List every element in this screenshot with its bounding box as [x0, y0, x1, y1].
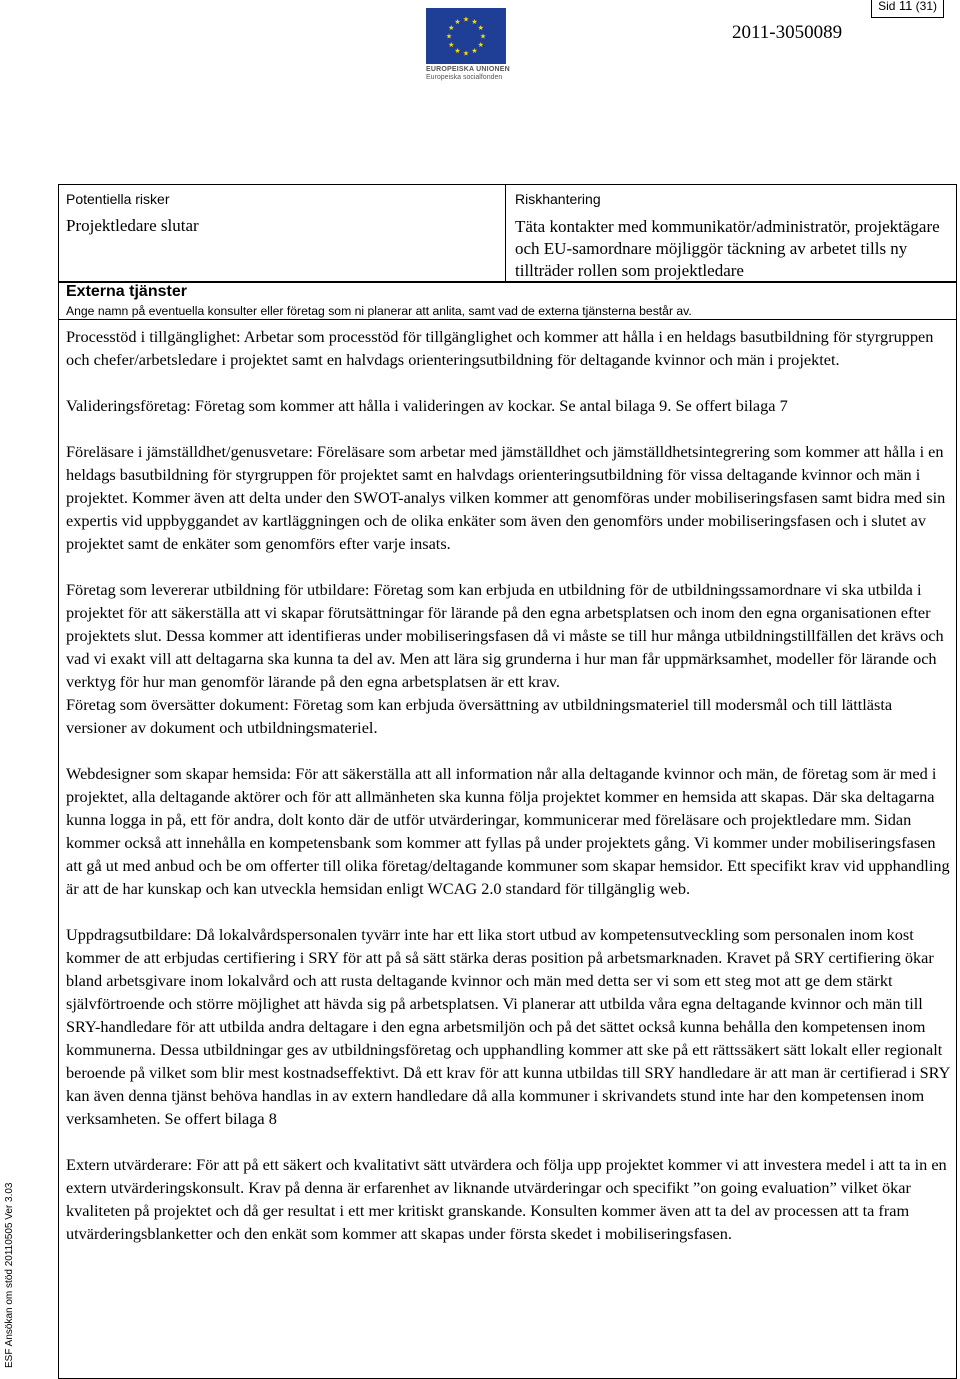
risk-table — [58, 184, 957, 282]
eu-star-icon: ★ — [448, 41, 455, 49]
risk-cell: Projektledare slutar — [66, 216, 199, 235]
eu-star-icon: ★ — [477, 41, 484, 49]
page-prefix: Sid — [878, 0, 899, 13]
paragraph-external-evaluator: Extern utvärderare: För att på ett säkert och kvalitativt sätt utvärdera och följa upp projektet kommer vi att investera medel i att ta in en extern utvärderingskonsult. Krav på denna är erfarenhet av liknande utvärderingar och specifikt ”on going evaluation” vilket ökar kvaliteten på projektet och då ger resultat i ett mer kritiskt granskande. Konsulten kommer även att ta del av processen att ta fram utvärderingsblanketter och den enkät som kommer att skapas under första skedet i mobiliseringsfasen. — [66, 1155, 947, 1243]
eu-star-icon: ★ — [454, 17, 461, 26]
eu-star-icon: ★ — [479, 32, 487, 41]
page-number-label — [871, 0, 944, 18]
section-instruction: Ange namn på eventuella konsulter eller företag som ni planerar att anlita, samt vad de externa tjänsterna består av. — [66, 304, 692, 318]
eu-star-icon: ★ — [448, 24, 455, 32]
paragraph-trainer-education: Företag som levererar utbildning för utbildare: Företag som kan erbjuda en utbildning för de utbildningssamordnare vi ska utbilda i projektet för att säkerställa att vi skapar förutsättningar för lärande på den egna arbetsplatsen och inom den egna organisationen efter projektets slut. Dessa kommer att identifieras under mobiliseringsfasen då vi måste se till hur många utbildningstillfällen det krävs och vad vi exakt vill att deltagarna ska kunna ta del av. Men att lära sig grunderna i hur man får uppmärksamhet, modeller för lärande och verktyg för hur man genomför lärande på den egna arbetsplatsen är ett krav. — [66, 580, 944, 691]
paragraph-process-support: Processtöd i tillgänglighet: Arbetar som processtöd för tillgänglighet och kommer att hålla i en heldags basutbildning för styrgruppen och chefer/arbetsledare i projektet samt en halvdags orienteringsutbildning för deltagande kvinnor och män i projektet. — [66, 327, 934, 369]
column-divider — [505, 185, 506, 283]
form-version-side-text: ESF Ansökan om stöd 20110505 Ver 3.03 — [4, 1182, 15, 1368]
eu-star-icon: ★ — [454, 47, 461, 56]
risk-mitigation-cell: Täta kontakter med kommunikatör/administratör, projektägare och EU-samordnare möjliggör täckning av arbetet tills ny tillträder rollen som projektledare — [515, 217, 940, 280]
paragraph-contract-trainer: Uppdragsutbildare: Då lokalvårdspersonalen tyvärr inte har ett lika stort utbud av kompetensutveckling som personalen inom kost kommer de att erbjudas certifiering i SRY för att på så sätt stärka deras position på arbetsmarknaden. Kravet på SRY certifiering ökar bland arbetsgivare inom lokalvård och att rusta deltagande kvinnor och män med detta ser vi som ett steg mot att ge dem stärkt självförtroende och större möjlighet att hävda sig på arbetsplatsen. Vi planerar att utbilda våra egna deltagande kvinnor och män till SRY-handledare för att utbilda andra deltagare i den egna arbetsmiljön och på det sättet också kunna behålla den kompetensen inom kommunerna. Dessa utbildningar ges av utbildningsföretag och upphandling kommer att ske på ett rättssäkert sätt lokalt eller regionalt beroende på vilket som blir mest kostnadseffektivt. Då ett krav för att kunna utbildas till SRY handledare är att man är certifierad i SRY kan även denna tjänst behöva handlas in av extern handledare då alla kommuner i skrivandets stund inte har den kompetensen inom verksamheten. Se offert bilaga 8 — [66, 925, 950, 1128]
page-number: 11 — [898, 0, 913, 13]
section-title: Externa tjänster — [66, 283, 187, 300]
eu-logo-line1: EUROPEISKA UNIONEN — [426, 66, 510, 73]
eu-logo-line2: Europeiska socialfonden — [426, 74, 503, 81]
eu-star-icon: ★ — [462, 49, 470, 58]
eu-logo-text — [426, 66, 516, 82]
eu-logo — [426, 8, 510, 81]
paragraph-web-designer: Webdesigner som skapar hemsida: För att säkerställa att all information når alla deltagande kvinnor och män, de företag som är med i projektet, alla deltagande aktörer och för att allmänheten ska kunna följa projektet kommer en hemsida att skapas. Där ska deltagarna kunna logga in på, ett för andra, dolt konto där de utför utvärderingar, kommunicerar med föreläsare och projektledare mm. Sidan kommer också att innehålla en kompetensbank som kommer att fyllas på under projektets gång. Vi kommer under mobiliseringsfasen att gå ut med anbud och be om offerter till olika företag/deltagande kommuner som skapar hemsidor. Ett specifikt krav vid upphandling är att de har kunskap och kan utveckla hemsidan enligt WCAG 2.0 standard för tillgänglig web. — [66, 764, 950, 898]
eu-star-icon: ★ — [471, 17, 478, 26]
risk-header-risks: Potentiella risker — [66, 191, 170, 207]
section-divider — [59, 319, 956, 320]
eu-star-icon: ★ — [477, 24, 484, 32]
external-services-text[interactable] — [66, 325, 953, 1245]
application-number: 2011-3050089 — [732, 22, 843, 43]
external-services-section — [58, 282, 957, 1379]
paragraph-validation: Valideringsföretag: Företag som kommer att hålla i valideringen av kockar. Se antal bilaga 9. Se offert bilaga 7 — [66, 396, 788, 415]
paragraph-gender-lecturer: Föreläsare i jämställdhet/genusvetare: Föreläsare som arbetar med jämställdhet och jämställdhetsintegrering som kommer att hålla i en heldags basutbildning för styrgruppen för projektet samt en halvdags orienteringsutbildning för vissa deltagande kvinnor och män i projektet. Kommer även att delta under den SWOT-analys vilken kommer att genomföras under mobiliseringsfasen samt bidra med sin expertis vid uppbyggandet av kartläggningen och de olika enkäter som även den genomförs under mobiliseringsfasen och i slutet av projektet samt de enkäter som genomförs efter varje insats. — [66, 442, 946, 553]
eu-star-icon: ★ — [462, 15, 470, 24]
eu-flag-icon — [426, 8, 506, 64]
eu-star-icon: ★ — [445, 32, 453, 41]
paragraph-translation: Företag som översätter dokument: Företag som kan erbjuda översättning av utbildningsmateriel till modersmål och till lättlästa versioner av dokument och utbildningsmateriel. — [66, 695, 893, 737]
eu-star-icon: ★ — [471, 47, 478, 56]
risk-header-management: Riskhantering — [515, 191, 601, 207]
page-total: (31) — [915, 0, 937, 13]
